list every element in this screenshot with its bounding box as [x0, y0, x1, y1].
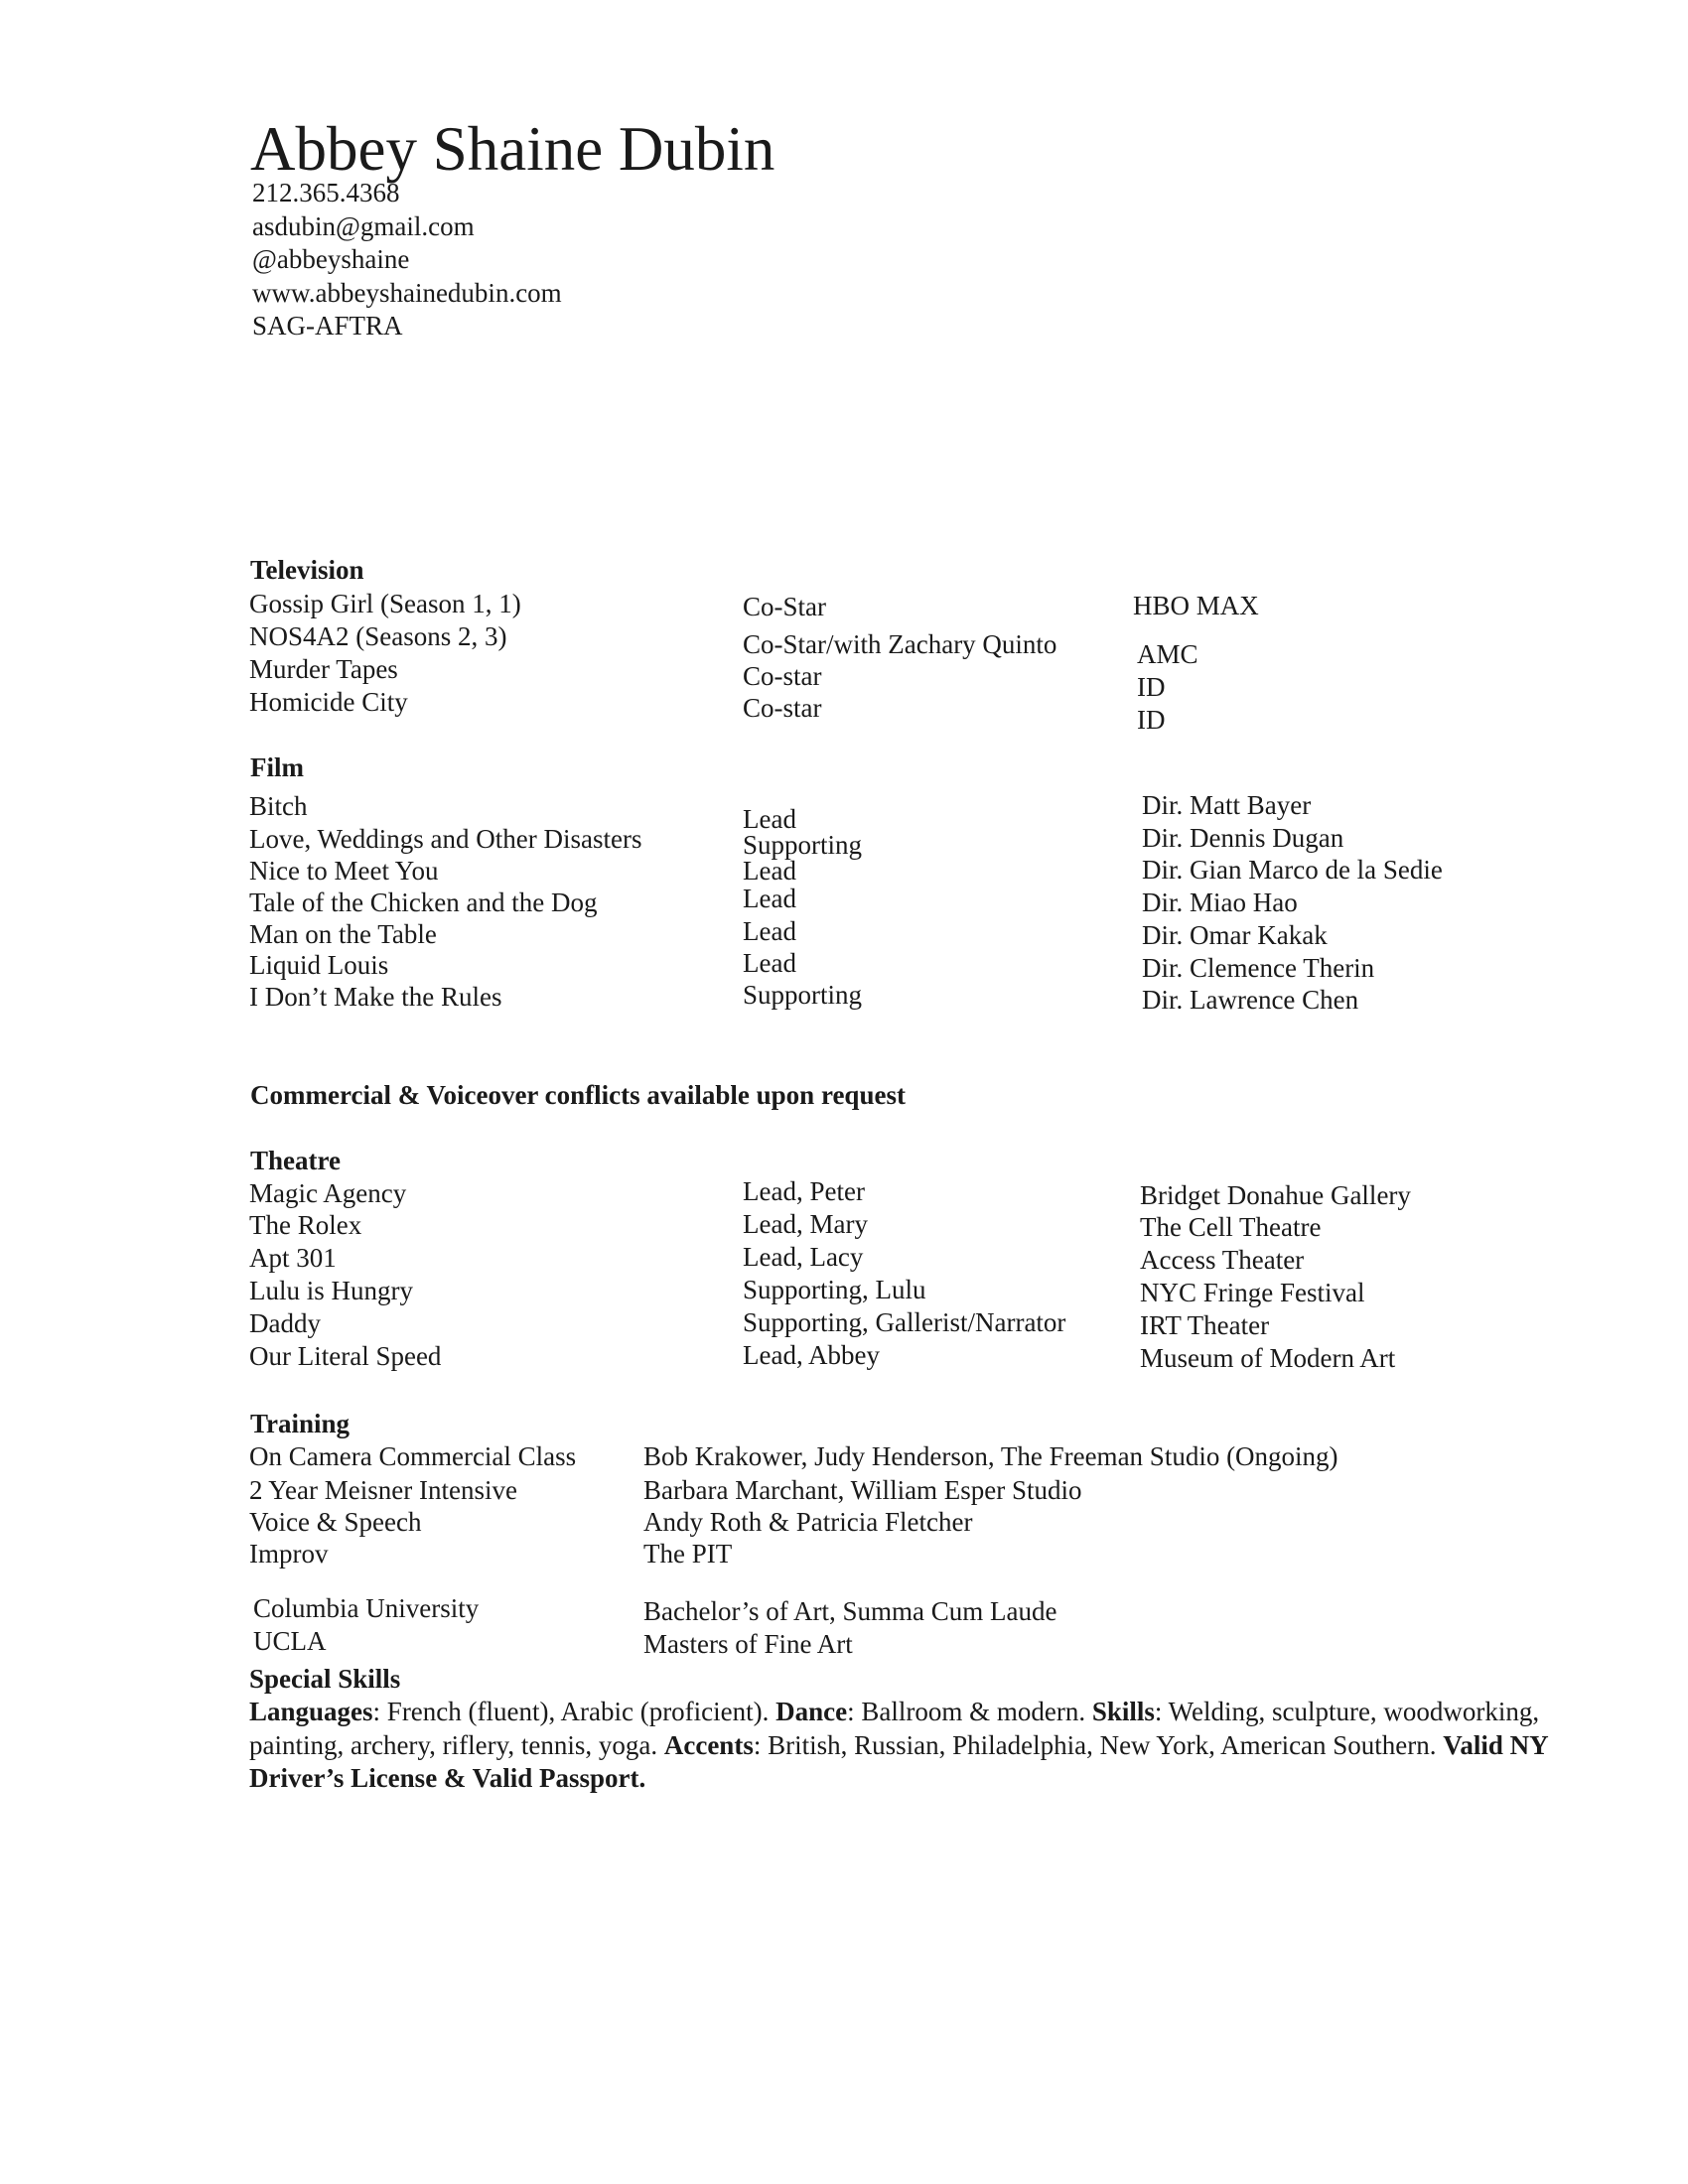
special-skills-paragraph	[249, 1696, 1619, 1796]
social-handle: @abbeyshaine	[252, 244, 410, 274]
theatre-venue: Museum of Modern Art	[1140, 1343, 1396, 1373]
film-title: Love, Weddings and Other Disasters	[249, 824, 642, 854]
tv-network: AMC	[1137, 639, 1198, 669]
education-degree: Masters of Fine Art	[643, 1629, 853, 1659]
skills-text: : Welding, sculpture, woodworking, painting, archery, riflery, tennis, yoga.	[249, 1697, 1540, 1760]
television-heading: Television	[250, 555, 364, 585]
theatre-role: Lead, Mary	[743, 1209, 868, 1239]
resume-name: Abbey Shaine Dubin	[250, 114, 775, 184]
license-text: Valid NY Driver’s License & Valid Passport.	[249, 1729, 1548, 1793]
training-teacher: Bob Krakower, Judy Henderson, The Freeman Studio (Ongoing)	[643, 1441, 1338, 1471]
film-director: Dir. Clemence Therin	[1142, 953, 1375, 983]
film-title: Nice to Meet You	[249, 856, 439, 886]
theatre-venue: The Cell Theatre	[1140, 1212, 1322, 1242]
accents-label: Accents	[663, 1729, 754, 1760]
film-title: I Don’t Make the Rules	[249, 982, 502, 1012]
film-role: Lead	[743, 804, 796, 834]
theatre-venue: Bridget Donahue Gallery	[1140, 1180, 1411, 1210]
theatre-title: Lulu is Hungry	[249, 1276, 413, 1305]
training-course: Voice & Speech	[249, 1507, 422, 1537]
accents-text: : British, Russian, Philadelphia, New York, American Southern.	[753, 1729, 1444, 1760]
dance-label: Dance	[775, 1697, 848, 1726]
education-school: UCLA	[253, 1626, 327, 1656]
training-heading: Training	[250, 1409, 351, 1438]
film-director: Dir. Miao Hao	[1142, 887, 1298, 917]
tv-title: Homicide City	[249, 687, 408, 717]
film-director: Dir. Dennis Dugan	[1142, 823, 1344, 853]
tv-title: NOS4A2 (Seasons 2, 3)	[249, 621, 507, 651]
website-url: www.abbeyshainedubin.com	[252, 277, 562, 308]
tv-role: Co-star	[743, 693, 822, 723]
theatre-role: Lead, Peter	[743, 1176, 865, 1206]
film-title: Liquid Louis	[249, 950, 389, 980]
theatre-title: The Rolex	[249, 1210, 362, 1240]
languages-label: Languages	[249, 1697, 373, 1726]
film-director: Dir. Lawrence Chen	[1142, 985, 1359, 1015]
film-role: Lead	[743, 948, 796, 978]
film-director: Dir. Matt Bayer	[1142, 790, 1312, 820]
training-teacher: Barbara Marchant, William Esper Studio	[643, 1475, 1082, 1505]
theatre-role: Lead, Abbey	[743, 1340, 880, 1370]
film-role: Lead	[743, 884, 796, 913]
theatre-title: Daddy	[249, 1308, 321, 1338]
theatre-title: Magic Agency	[249, 1178, 407, 1208]
tv-network: ID	[1137, 672, 1166, 702]
tv-network: HBO MAX	[1133, 591, 1259, 620]
tv-title: Murder Tapes	[249, 654, 398, 684]
film-title: Bitch	[249, 791, 308, 821]
theatre-role: Lead, Lacy	[743, 1242, 864, 1272]
film-title: Man on the Table	[249, 919, 437, 949]
phone-number: 212.365.4368	[252, 178, 400, 207]
film-title: Tale of the Chicken and the Dog	[249, 887, 598, 917]
dance-text: : Ballroom & modern.	[847, 1697, 1092, 1726]
film-role: Supporting	[743, 980, 863, 1010]
education-school: Columbia University	[253, 1593, 480, 1623]
union-affiliation: SAG-AFTRA	[252, 311, 403, 341]
theatre-venue: Access Theater	[1140, 1245, 1305, 1275]
film-role: Lead	[743, 916, 796, 946]
tv-role: Co-Star/with Zachary Quinto	[743, 629, 1057, 659]
training-teacher: The PIT	[643, 1539, 733, 1569]
theatre-role: Supporting, Gallerist/Narrator	[743, 1307, 1066, 1337]
languages-text: : French (fluent), Arabic (proficient).	[372, 1697, 776, 1726]
film-director: Dir. Gian Marco de la Sedie	[1142, 855, 1443, 885]
theatre-heading: Theatre	[250, 1146, 341, 1175]
tv-network: ID	[1137, 705, 1166, 735]
film-director: Dir. Omar Kakak	[1142, 920, 1328, 950]
theatre-role: Supporting, Lulu	[743, 1275, 926, 1304]
training-course: On Camera Commercial Class	[249, 1441, 577, 1471]
film-role: Supporting	[743, 830, 863, 860]
tv-role: Co-star	[743, 661, 822, 691]
special-skills-heading: Special Skills	[249, 1664, 401, 1694]
commercial-note: Commercial & Voiceover conflicts available upon request	[250, 1080, 906, 1110]
film-heading: Film	[250, 752, 304, 782]
film-role: Lead	[743, 856, 796, 886]
tv-title: Gossip Girl (Season 1, 1)	[249, 589, 521, 618]
education-degree: Bachelor’s of Art, Summa Cum Laude	[643, 1596, 1057, 1626]
training-teacher: Andy Roth & Patricia Fletcher	[643, 1507, 973, 1537]
theatre-venue: IRT Theater	[1140, 1310, 1270, 1340]
theatre-title: Our Literal Speed	[249, 1341, 442, 1371]
training-course: Improv	[249, 1539, 329, 1569]
skills-label: Skills	[1091, 1697, 1155, 1726]
training-course: 2 Year Meisner Intensive	[249, 1475, 517, 1505]
contact-block	[252, 177, 562, 343]
theatre-title: Apt 301	[249, 1243, 337, 1273]
theatre-venue: NYC Fringe Festival	[1140, 1278, 1365, 1307]
tv-role: Co-Star	[743, 592, 826, 621]
email-address: asdubin@gmail.com	[252, 210, 475, 241]
